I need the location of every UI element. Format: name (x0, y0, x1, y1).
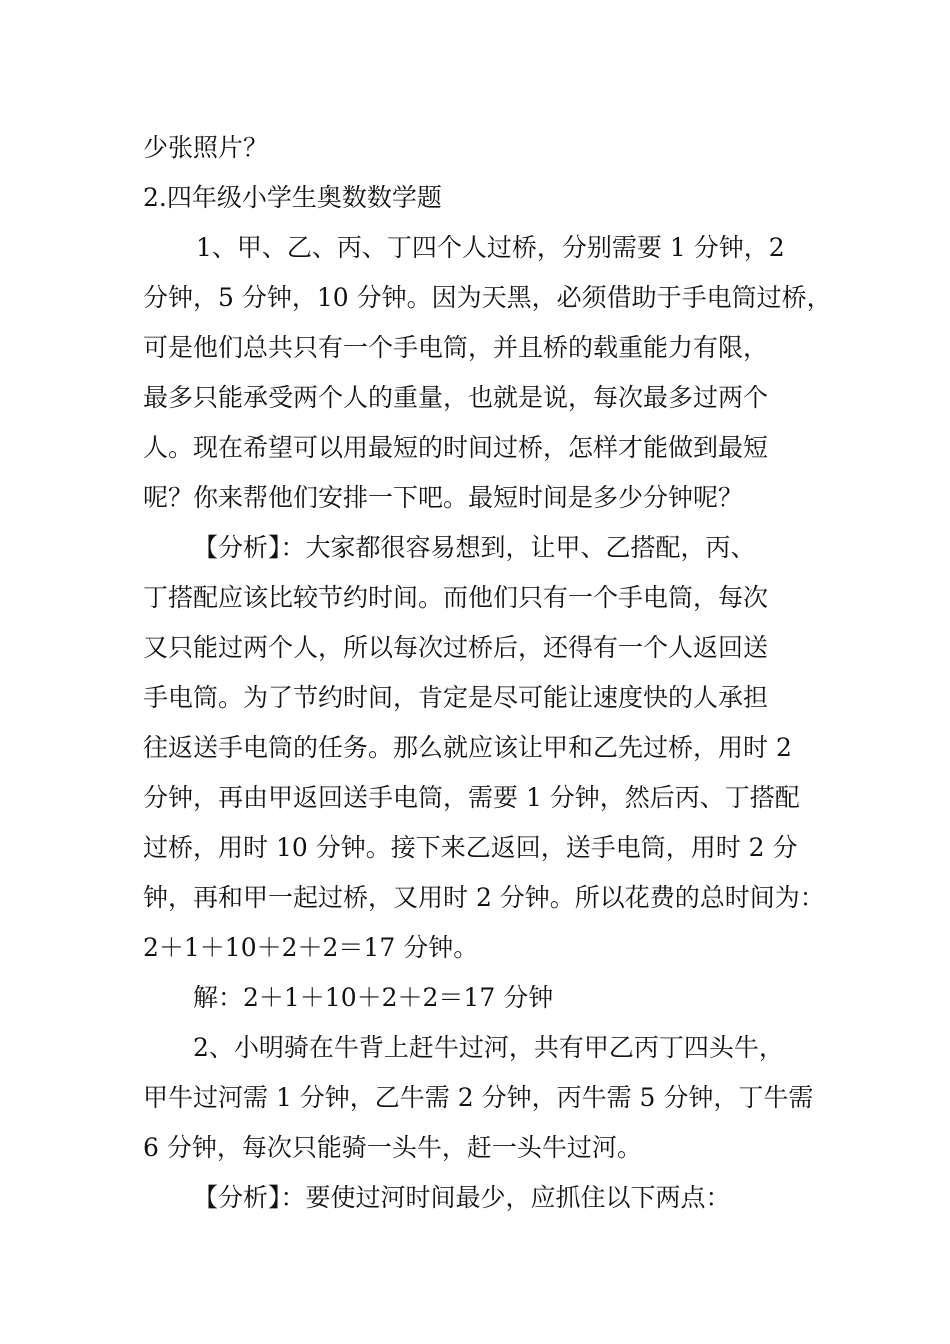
analysis-1-line: 又只能过两个人，所以每次过桥后，还得有一个人返回送 (143, 633, 769, 662)
question-1-line: 人。现在希望可以用最短的时间过桥，怎样才能做到最短 (143, 433, 769, 462)
analysis-1-line: 过桥，用时 10 分钟。接下来乙返回，送手电筒，用时 2 分 (143, 833, 798, 862)
analysis-2-line: 【分析】：要使过河时间最少，应抓住以下两点： (193, 1183, 731, 1212)
analysis-1-line: 丁搭配应该比较节约时间。而他们只有一个手电筒，每次 (143, 583, 769, 612)
analysis-1-line: 2＋1＋10＋2＋2＝17 分钟。 (143, 933, 479, 962)
question-1-line: 最多只能承受两个人的重量，也就是说，每次最多过两个 (143, 383, 769, 412)
question-1-line: 分钟，5 分钟，10 分钟。因为天黑，必须借助于手电筒过桥， (143, 283, 832, 312)
question-1-line: 呢？你来帮他们安排一下吧。最短时间是多少分钟呢？ (143, 483, 744, 512)
question-2-line: 2、小明骑在牛背上赶牛过河，共有甲乙丙丁四头牛， (193, 1033, 784, 1062)
question-1-line: 1、甲、乙、丙、丁四个人过桥，分别需要 1 分钟，2 (196, 233, 785, 262)
section-heading: 2.四年级小学生奥数数学题 (143, 183, 442, 212)
question-1-line: 可是他们总共只有一个手电筒，并且桥的载重能力有限， (143, 333, 769, 362)
analysis-1-line: 手电筒。为了节约时间，肯定是尽可能让速度快的人承担 (143, 683, 769, 712)
analysis-1-line: 【分析】：大家都很容易想到，让甲、乙搭配，丙、 (193, 533, 756, 562)
question-2-line: 6 分钟，每次只能骑一头牛，赶一头牛过河。 (143, 1133, 642, 1162)
solution-1-line: 解：2＋1＋10＋2＋2＝17 分钟 (193, 983, 554, 1012)
analysis-1-line: 钟，再和甲一起过桥，又用时 2 分钟。所以花费的总时间为： (143, 883, 825, 912)
text-line-previous-question-end: 少张照片？ (143, 133, 269, 162)
question-2-line: 甲牛过河需 1 分钟，乙牛需 2 分钟，丙牛需 5 分钟，丁牛需 (143, 1083, 814, 1112)
analysis-1-line: 往返送手电筒的任务。那么就应该让甲和乙先过桥，用时 2 (143, 733, 792, 762)
analysis-1-line: 分钟，再由甲返回送手电筒，需要 1 分钟，然后丙、丁搭配 (143, 783, 800, 812)
